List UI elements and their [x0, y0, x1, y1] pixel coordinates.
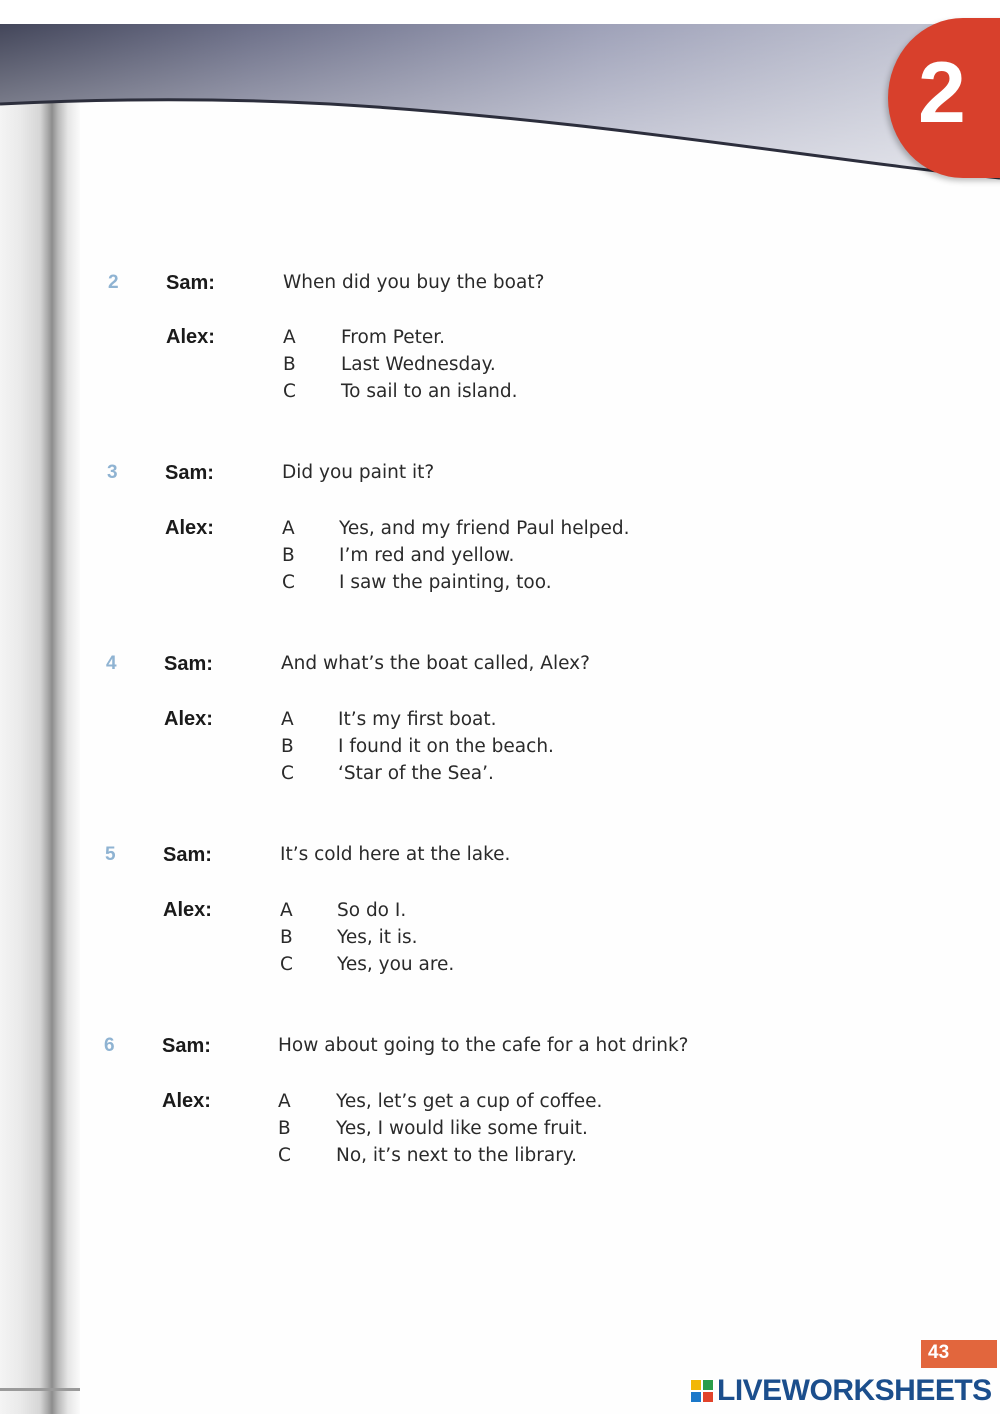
logo-square-1 — [690, 1379, 702, 1391]
option-text-a[interactable]: From Peter. — [341, 327, 446, 348]
question-2 — [0, 272, 1000, 422]
option-text-c[interactable]: ‘Star of the Sea’. — [338, 763, 494, 784]
question-prompt: When did you buy the boat? — [283, 272, 545, 293]
option-text-a[interactable]: So do I. — [337, 900, 407, 921]
question-number: 5 — [105, 844, 116, 865]
option-text-a[interactable]: It’s my first boat. — [338, 709, 497, 730]
option-letter-b[interactable]: B — [283, 354, 296, 375]
option-text-b[interactable]: Yes, I would like some fruit. — [336, 1118, 588, 1139]
speaker-sam: Sam: — [163, 844, 212, 866]
option-text-c[interactable]: No, it’s next to the library. — [336, 1145, 578, 1166]
option-letter-a[interactable]: A — [282, 518, 295, 539]
logo-square-3 — [690, 1391, 702, 1403]
speaker-alex: Alex: — [165, 517, 214, 539]
liveworksheets-text: LIVEWORKSHEETS — [717, 1374, 992, 1407]
question-prompt: And what’s the boat called, Alex? — [281, 653, 590, 674]
top-page-edge — [0, 0, 1000, 24]
option-text-c[interactable]: I saw the painting, too. — [339, 572, 552, 593]
question-3 — [0, 462, 1000, 612]
question-number: 2 — [108, 272, 119, 293]
question-prompt: How about going to the cafe for a hot drink? — [278, 1035, 689, 1056]
option-text-b[interactable]: Last Wednesday. — [341, 354, 496, 375]
page-number: 43 — [928, 1342, 950, 1363]
option-letter-a[interactable]: A — [281, 709, 294, 730]
unit-number: 2 — [918, 45, 966, 141]
option-letter-b[interactable]: B — [278, 1118, 291, 1139]
option-letter-a[interactable]: A — [280, 900, 293, 921]
speaker-alex: Alex: — [163, 899, 212, 921]
option-text-b[interactable]: I’m red and yellow. — [339, 545, 515, 566]
bottom-page-edge — [0, 1388, 80, 1391]
option-letter-c[interactable]: C — [281, 763, 294, 784]
logo-square-4 — [702, 1391, 714, 1403]
question-number: 3 — [107, 462, 118, 483]
header-banner — [0, 0, 1000, 200]
speaker-alex: Alex: — [166, 326, 215, 348]
speaker-sam: Sam: — [164, 653, 213, 675]
speaker-alex: Alex: — [162, 1090, 211, 1112]
option-text-c[interactable]: To sail to an island. — [341, 381, 518, 402]
question-5 — [0, 844, 1000, 994]
option-text-a[interactable]: Yes, and my friend Paul helped. — [339, 518, 630, 539]
question-prompt: It’s cold here at the lake. — [280, 844, 511, 865]
option-letter-c[interactable]: C — [280, 954, 293, 975]
option-letter-b[interactable]: B — [280, 927, 293, 948]
option-letter-c[interactable]: C — [283, 381, 296, 402]
option-text-c[interactable]: Yes, you are. — [337, 954, 455, 975]
option-text-b[interactable]: Yes, it is. — [337, 927, 418, 948]
option-letter-c[interactable]: C — [282, 572, 295, 593]
speaker-alex: Alex: — [164, 708, 213, 730]
liveworksheets-logo[interactable] — [690, 1374, 992, 1408]
logo-square-2 — [702, 1379, 714, 1391]
option-letter-b[interactable]: B — [281, 736, 294, 757]
speaker-sam: Sam: — [165, 462, 214, 484]
option-letter-a[interactable]: A — [278, 1091, 291, 1112]
question-number: 4 — [106, 653, 117, 674]
liveworksheets-icon — [690, 1379, 714, 1403]
option-text-a[interactable]: Yes, let’s get a cup of coffee. — [336, 1091, 603, 1112]
question-number: 6 — [104, 1035, 115, 1056]
option-letter-a[interactable]: A — [283, 327, 296, 348]
speaker-sam: Sam: — [162, 1035, 211, 1057]
question-prompt: Did you paint it? — [282, 462, 435, 483]
option-letter-c[interactable]: C — [278, 1145, 291, 1166]
question-6 — [0, 1035, 1000, 1185]
speaker-sam: Sam: — [166, 272, 215, 294]
option-text-b[interactable]: I found it on the beach. — [338, 736, 554, 757]
question-4 — [0, 653, 1000, 803]
option-letter-b[interactable]: B — [282, 545, 295, 566]
